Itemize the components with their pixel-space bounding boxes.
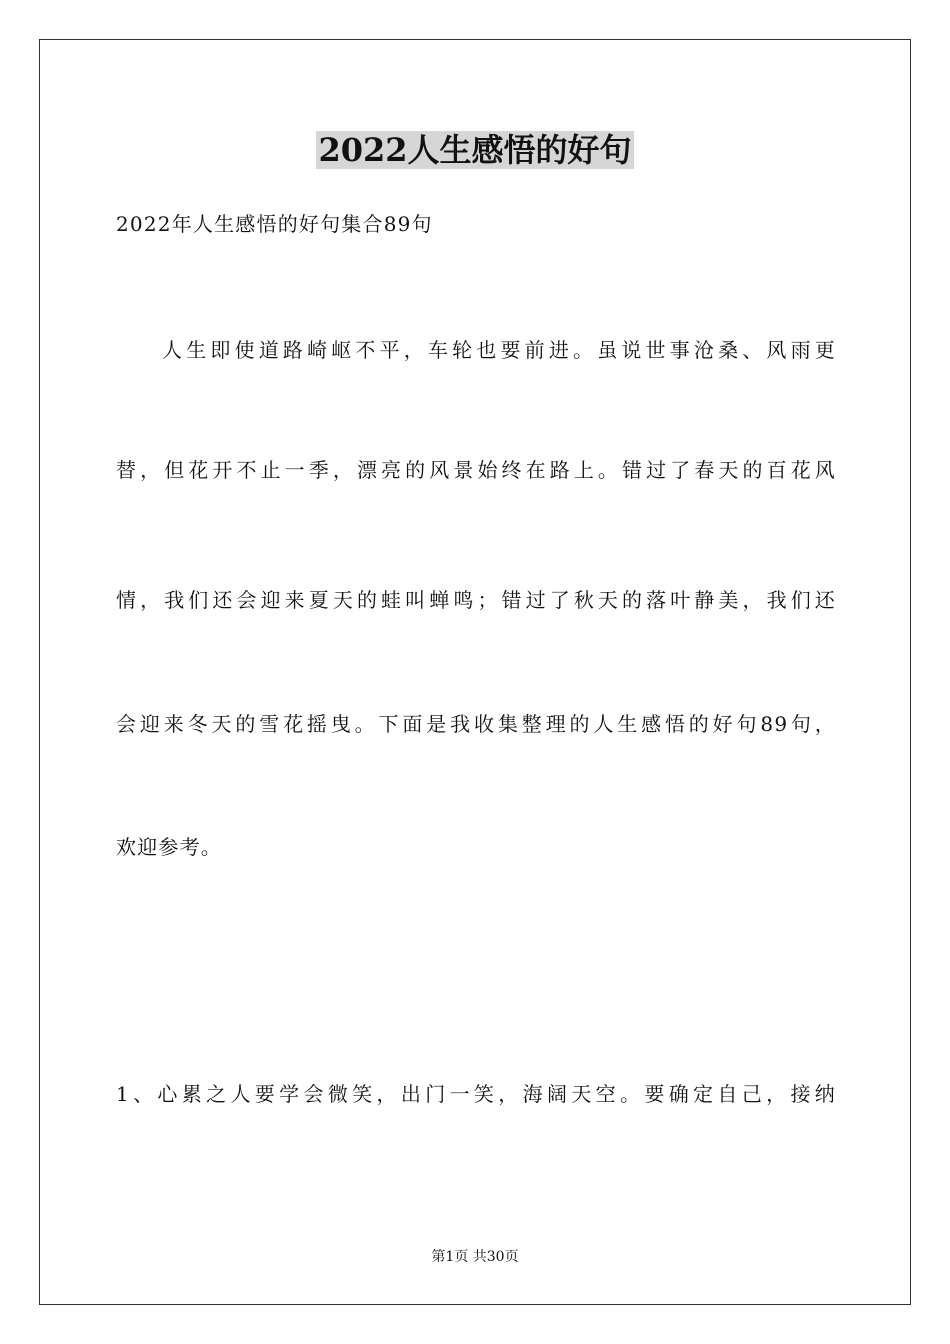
document-title: [0, 128, 950, 172]
paragraph-line: 情，我们还会迎来夏天的蛙叫蝉鸣；错过了秋天的落叶静美，我们还: [116, 588, 836, 612]
paragraph-line: 替，但花开不止一季，漂亮的风景始终在路上。错过了春天的百花风: [116, 458, 836, 482]
document-subtitle: 2022年人生感悟的好句集合89句: [116, 212, 433, 236]
list-item-1: 1、心累之人要学会微笑，出门一笑，海阔天空。要确定自己，接纳: [116, 1082, 836, 1106]
document-title-text: 2022人生感悟的好句: [318, 131, 632, 169]
paragraph-line: 欢迎参考。: [116, 835, 222, 859]
paragraph-line: 会迎来冬天的雪花摇曳。下面是我收集整理的人生感悟的好句89句，: [116, 712, 836, 736]
paragraph-line: 人生即使道路崎岖不平，车轮也要前进。虽说世事沧桑、风雨更: [162, 338, 836, 362]
page-footer: 第1页 共30页: [431, 1249, 519, 1265]
